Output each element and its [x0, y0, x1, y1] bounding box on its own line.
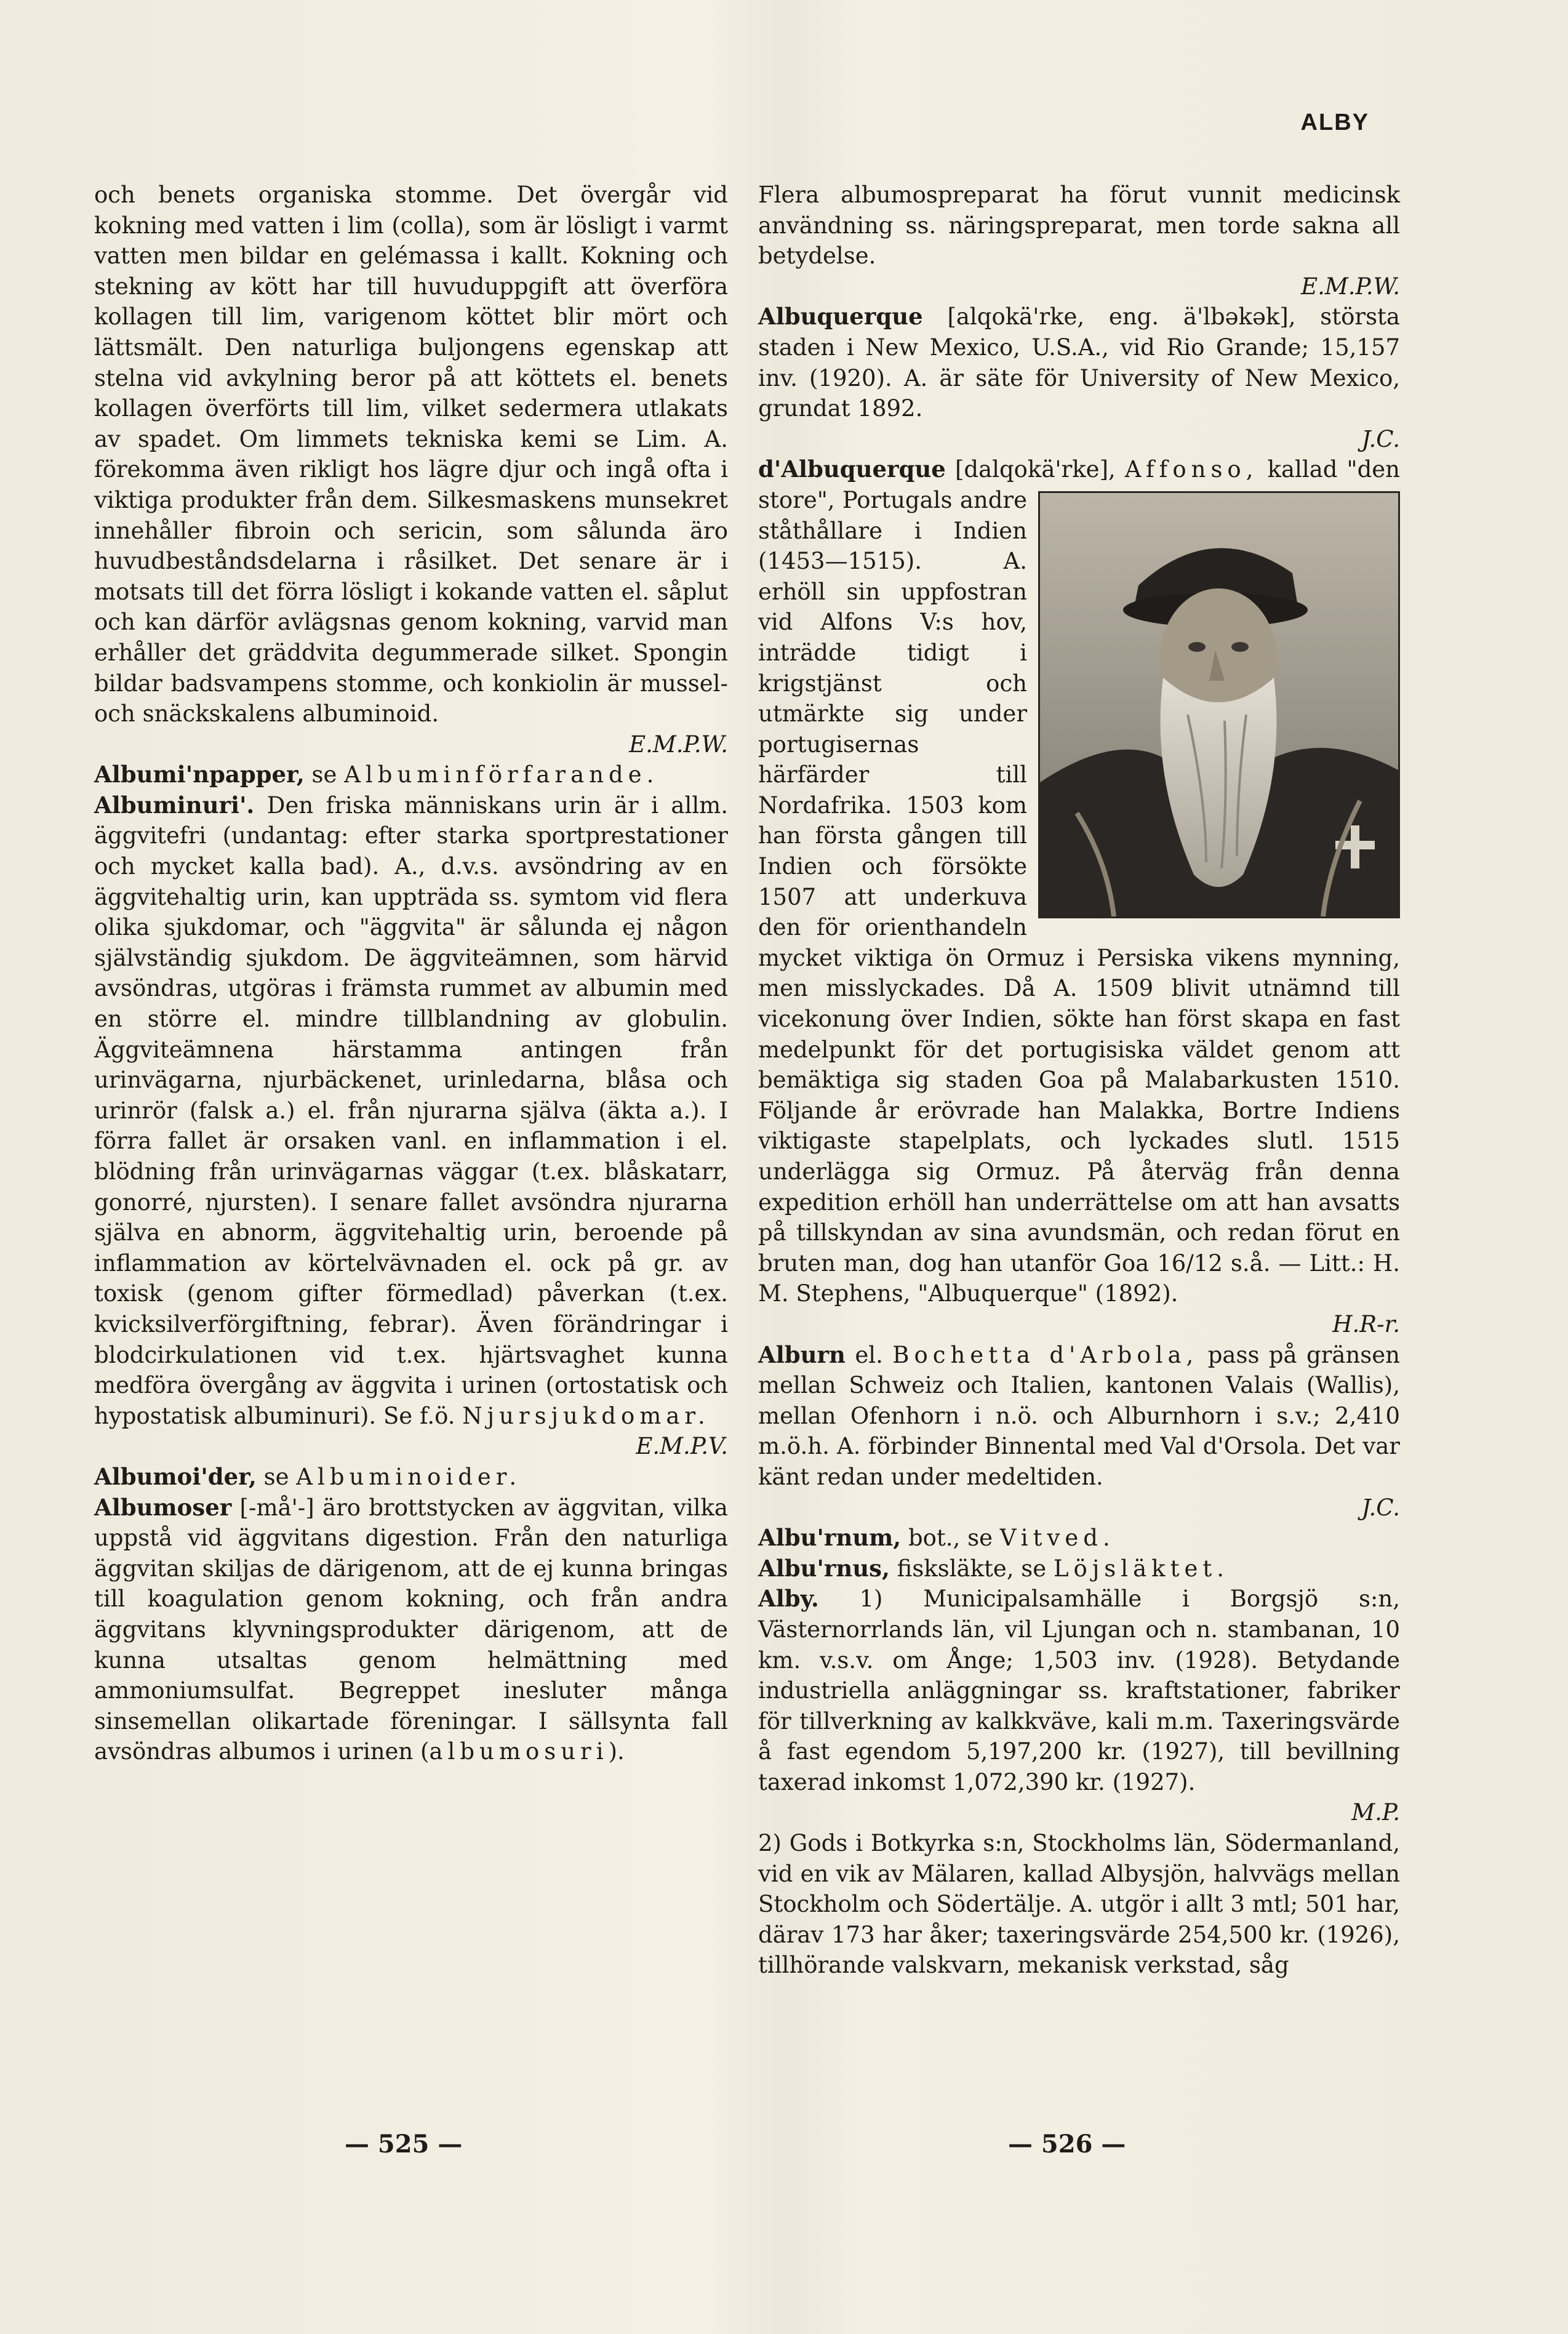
paragraph-albumospreparat — [758, 180, 1400, 271]
entry-text: el. — [845, 1341, 893, 1368]
right-column — [758, 180, 1400, 1981]
signature: E.M.P.W. — [1301, 273, 1400, 300]
page-number-left: — 525 — — [345, 2130, 463, 2159]
paragraph-kollagen: och benets organiska stomme. Det övergår vid kokning med vatten i lim (colla), som är lösligt i varmt vatten men bildar en gelémassa i kallt. Kokning och stekning av kött har till huvuduppgift att överföra kollagen till lim, varigenom köttet blir mört och lättsmält. Den naturliga buljongens egenskap att stelna vid avkylning beror på att köttets el. benets kollagen överförts till lim, vilket sedermera utlakats av spadet. Om limmets tekniska kemi se Lim. A. förekomma även rikligt hos lägre djur och ingå ofta i viktiga produkter från dem. Silkesmaskens munsekret innehåller fibroin och sericin, som sålunda äro huvudbeståndsdelarna i råsilket. Det senare är i motsats till det förra lösligt i kokande vatten el. såplut och kan därför avlägsnas genom kokning, varvid man erhåller det gräddvita degummerade silket. Spongin bildar badsvampens stomme, och konkiolin är mussel- och snäckskalens albuminoid. — [94, 182, 728, 728]
entry-alby-part-2 — [758, 1828, 1400, 1981]
entry-head: Albumoser — [94, 1493, 232, 1521]
entry-text: Den friska människans urin är i allm. äggvitefri (undantag: efter starka sportprestationer och mycket kalla bad). A., d.v.s. avsöndring av en äggvitehaltig urin, kan uppträda ss. symtom vid flera olika sjukdomar, och "äggvita" är sålunda ej någon självständig sjukdom. De äggviteämnen, som härvid avsöndras, utgöras i främsta rummet av albumin med en större el. mindre tillblandning av globulin. Äggviteämnena härstamma antingen från urinvägarna, njurbäckenet, urinledarna, blåsa och urinrör (falsk a.) el. från njurarna själva (äkta a.). I förra fallet är orsaken vanl. en inflammation i el. blödning från urinvägarnas väggar (t.ex. blåskatarr, gonorré, njursten). I senare fallet avsöndra njurarna själva en abnorm, äggvitehaltig urin, beroende på inflammation av körtelvävnaden el. ock på gr. av toxisk (genom gifter förmedlad) påverkan (t.ex. kvicksilverförgiftning, febrar). Även förändringar i blodcirkulationen vid t.ex. hjärtsvaghet kunna medföra övergång av äggvita i urinen (ortostatisk och hypostatisk albuminuri). Se f.ö. — [94, 792, 728, 1429]
entry-albuminuri — [94, 790, 728, 1431]
signature: E.M.P.W. — [629, 731, 728, 758]
signature: H.R-r. — [1332, 1310, 1400, 1337]
entry-albumoser — [94, 1493, 728, 1767]
entry-head: Albuminuri'. — [94, 791, 255, 819]
signature: J.C. — [1361, 1494, 1400, 1521]
signature: J.C. — [1361, 425, 1400, 452]
signature: E.M.P.V. — [636, 1433, 728, 1460]
entry-head: Alburn — [758, 1341, 846, 1368]
cross-reference: Vitved. — [999, 1525, 1115, 1552]
cross-reference: Njursjukdomar. — [462, 1402, 710, 1429]
entry-text: se — [304, 761, 345, 788]
entry-head: Albuquerque — [758, 303, 923, 331]
entry-alburnus — [758, 1554, 1400, 1584]
entry-head: Albu'rnus, — [758, 1554, 890, 1582]
left-column — [94, 180, 728, 1767]
entry-text: [alqokä'rke, eng. ä'lbəkək], största staden i New Mexico, U.S.A., vid Rio Grande; 15,157 inv. (1920). A. är säte för University of New Mexico, grundat 1892. — [758, 303, 1400, 422]
entry-head: Albu'rnum, — [758, 1524, 902, 1552]
entry-head: d'Albuquerque — [758, 455, 946, 483]
entry-text: Flera albumospreparat ha förut vunnit medicinsk användning ss. näringspreparat, men torde sakna all betydelse. — [758, 182, 1400, 270]
entry-alburn — [758, 1340, 1400, 1493]
entry-text: 1) Municipalsamhälle i Borgsjö s:n, Västernorrlands län, vil Ljungan och n. stambanan, 10 km. v.s.v. om Ånge; 1,503 inv. (1928). Betydande industriella anläggningar ss. kraftstationer, fabriker för tillverkning av kalkkväve, kali m.m. Taxeringsvärde å fast egendom 5,197,200 kr. (1927), till bevillning taxerad inkomst 1,072,390 kr. (1927). — [758, 1586, 1400, 1795]
entry-text: 2) Gods i Botkyrka s:n, Stockholms län, Södermanland, vid en vik av Mälaren, kallad Albysjön, halvvägs mellan Stockholm och Södertälje. A. utgör i allt 3 mtl; 501 har, därav 173 har åker; taxeringsvärde 254,500 kr. (1926), tillhörande valskvarn, mekanisk verkstad, såg — [758, 1830, 1400, 1979]
entry-head: Albumi'npapper, — [94, 761, 305, 788]
entry-text-tail: ). — [608, 1738, 625, 1765]
entry-text: bot., se — [901, 1525, 1000, 1552]
entry-text: se — [256, 1463, 297, 1490]
person-name: Affonso, — [1124, 456, 1258, 483]
cross-reference: Albuminoider. — [296, 1463, 522, 1490]
cross-reference: Löjsläktet. — [1053, 1555, 1229, 1582]
portrait-of-affonso-dalbuquerque-icon — [1038, 491, 1400, 918]
signature: M.P. — [1351, 1799, 1400, 1826]
entry-albuquerque-person — [758, 454, 1400, 1309]
page-number-right: — 526 — — [1008, 2130, 1126, 2159]
running-head: ALBY — [1300, 110, 1369, 135]
entry-albumoider — [94, 1462, 728, 1493]
entry-albuminpapper — [94, 760, 728, 790]
entry-text: [dalqokä'rke], — [945, 456, 1125, 483]
entry-alby — [758, 1584, 1400, 1797]
entry-head: Alby. — [758, 1585, 819, 1613]
entry-text: kallad "den store", Portugals andre ståthållare i Indien (1453—1515). A. erhöll sin uppfostran vid Alfons V:s hov, inträdde tidigt i krigstjänst och utmärkte sig under portugisernas härfärder till Nordafrika. 1503 kom han första gången till Indien och försökte 1507 att underkuva den för orienthandeln mycket viktiga ön Ormuz i Persiska vikens mynning, men misslyckades. Då A. 1509 blivit utnämnd till vicekonung över Indien, sökte han först skapa en fast medelpunkt för det portugisiska väldet genom att bemäktiga sig staden Goa på Malabarkusten 1510. Följande år erövrade han Malakka, Bortre Indiens viktigaste stapelplats, och lyckades slutl. 1515 underlägga sig Ormuz. På återväg från denna expedition erhöll han underrättelse om att han avsatts på tillskyndan av sina avundsmän, och redan förut en bruten man, dog han utanför Goa 16/12 s.å. — Litt.: H. M. Stephens, "Albuquerque" (1892). — [758, 456, 1400, 1307]
cross-reference: Bochetta d'Arbola, — [892, 1341, 1199, 1368]
entry-head: Albumoi'der, — [94, 1462, 257, 1490]
entry-text: fisksläkte, se — [889, 1555, 1054, 1582]
entry-alburnum — [758, 1523, 1400, 1554]
entry-albuquerque-city — [758, 302, 1400, 423]
cross-reference: albumosuri — [429, 1738, 609, 1765]
entry-text: [-må'-] äro brottstycken av äggvitan, vilka uppstå vid äggvitans digestion. Från den naturliga äggvitan skiljas de därigenom, att de ej kunna bringas till koagulation genom kokning, och från andra äggvitans klyvningsprodukter därigenom, att de kunna utsaltas genom helmättning med ammoniumsulfat. Begreppet inesluter många sinsemellan olikartade föreningar. I sällsynta fall avsöndras albumos i urinen ( — [94, 1494, 728, 1765]
entry-text: pass på gränsen mellan Schweiz och Italien, kantonen Valais (Wallis), mellan Ofenhorn i n.ö. och Alburnhorn i s.v.; 2,410 m.ö.h. A. förbinder Binnental med Val d'Orsola. Det var känt redan under medeltiden. — [758, 1341, 1400, 1490]
cross-reference: Albuminförfarande. — [344, 761, 659, 788]
